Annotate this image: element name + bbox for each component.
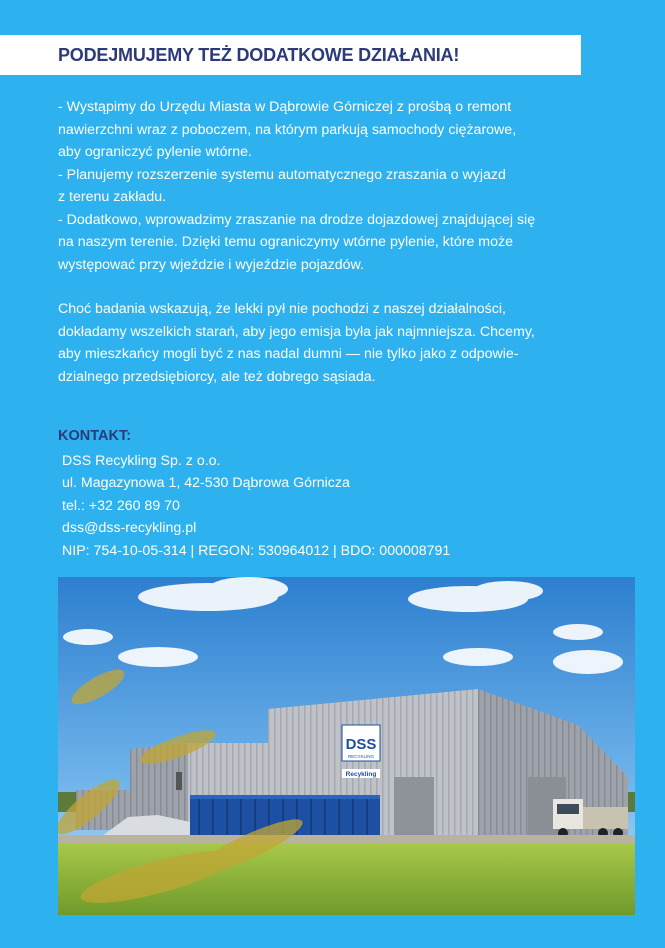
facility-photo: [58, 577, 635, 915]
actions-line: - Wystąpimy do Urzędu Miasta w Dąbrowie Górniczej z prośbą o remont: [58, 99, 512, 115]
contact-address: ul. Magazynowa 1, 42-530 Dąbrowa Górnicza: [62, 475, 350, 491]
title-bar: [0, 35, 581, 75]
actions-line: występować przy wjeździe i wyjeździe pojazdów.: [58, 256, 364, 273]
statement-line: dzialnego przedsiębiorcy, ale też dobrego sąsiada.: [58, 368, 376, 385]
svg-text:RECYKLING: RECYKLING: [347, 754, 375, 759]
actions-line: nawierzchni wraz z poboczem, na którym parkują samochody ciężarowe,: [58, 121, 517, 138]
svg-text:DSS: DSS: [345, 736, 377, 753]
actions-line: aby ograniczyć pylenie wtórne.: [58, 144, 252, 160]
contact-heading: KONTAKT:: [58, 428, 132, 444]
statement-line: aby mieszkańcy mogli być z nas nadal dumni — nie tylko jako z odpowie-: [58, 346, 519, 362]
page-title: PODEJMUJEMY TEŻ DODATKOWE DZIAŁANIA!: [58, 44, 460, 65]
actions-line: na naszym terenie. Dzięki temu ograniczymy wtórne pylenie, które może: [58, 234, 513, 250]
actions-text: [58, 96, 628, 388]
contact-company: DSS Recykling Sp. z o.o.: [62, 452, 221, 469]
actions-line: z terenu zakładu.: [58, 189, 167, 205]
contact-email: dss@dss-recykling.pl: [62, 520, 197, 536]
actions-line: - Dodatkowo, wprowadzimy zraszanie na drodze dojazdowej znajdującej się: [58, 211, 536, 228]
actions-line: - Planujemy rozszerzenie systemu automatycznego zraszania o wyjazd: [58, 166, 506, 183]
statement-line: dokładamy wszelkich starań, aby jego emisja była jak najmniejsza. Chcemy,: [58, 323, 535, 340]
contact-phone: tel.: +32 260 89 70: [62, 497, 180, 514]
contact-section: [58, 425, 628, 562]
svg-text:Recykling: Recykling: [345, 771, 377, 778]
contact-ids: NIP: 754-10-05-314 | REGON: 530964012 | BDO: 000008791: [62, 542, 451, 559]
statement-line: Choć badania wskazują, że lekki pył nie pochodzi z naszej działalności,: [58, 301, 506, 317]
dss-logo-sign: [342, 725, 380, 778]
